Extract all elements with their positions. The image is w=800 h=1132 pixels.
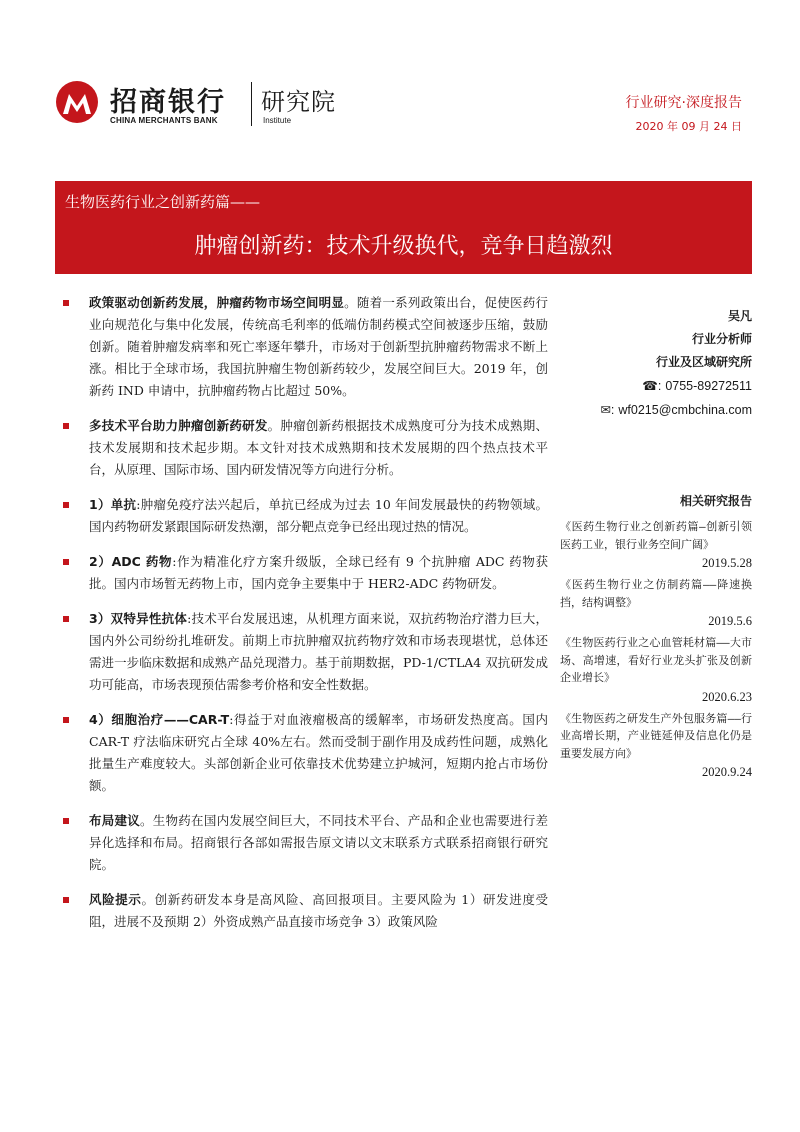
paragraph-lead: 2）ADC 药物 [89, 554, 173, 569]
bullet-icon [63, 818, 69, 824]
bullet-icon [63, 423, 69, 429]
header-divider [251, 82, 252, 126]
author-dept: 行业及区域研究所 [655, 355, 752, 369]
related-report-title: 《医药生物行业之创新药篇—创新引领医药工业，银行业务空间广阔》 [560, 520, 752, 551]
summary-paragraph [63, 494, 548, 538]
email-address[interactable]: wf0215@cmbchina.com [618, 403, 752, 417]
bullet-icon [63, 300, 69, 306]
summary-paragraph [63, 810, 548, 876]
summary-paragraph [63, 608, 548, 696]
related-report-date: 2019.5.6 [708, 614, 752, 628]
paragraph-lead: 布局建议 [89, 813, 141, 828]
related-report-date: 2020.9.24 [702, 765, 752, 779]
related-report-date: 2020.6.23 [702, 689, 752, 704]
paragraph-body: 。创新药研发本身是高风险、高回报项目。主要风险为 1）研发进度受阻，进展不及预期 2）外资成熟产品直接市场竞争 3）政策风险 [89, 892, 548, 929]
paragraph-body: :技术平台发展迅速，从机理方面来说，双抗药物治疗潜力巨大，国内外公司纷纷扎堆研发。前期上市抗肿瘤双抗药物疗效和市场表现堪忧，总体还需进一步临床数据和成熟产品兑现潜力。基于前期数据，PD-1/CTLA4 双抗研发成功可能高，市场表现预估需参考价格和安全性数据。 [89, 611, 548, 692]
paragraph-body: :肿瘤免疫疗法兴起后，单抗已经成为过去 10 年间发展最快的药物领域。国内药物研发紧跟国际研发热潮，部分靶点竞争已经出现过热的情况。 [89, 497, 548, 534]
bank-name-en: CHINA MERCHANTS BANK [110, 116, 218, 125]
paragraph-body: :得益于对血液瘤极高的缓解率，市场研发热度高。国内 CAR-T 疗法临床研究占全球 40%左右。然而受制于副作用及成药性问题，成熟化批量生产难度较大。头部创新企业可依靠技术优势建立护城河，短期内抢占市场份额。 [89, 712, 548, 793]
related-reports-list [560, 518, 752, 785]
summary-paragraph [63, 709, 548, 797]
related-report-title: 《医药生物行业之仿制药篇——降速换挡，结构调整》 [560, 578, 752, 609]
bullet-icon [63, 616, 69, 622]
author-email[interactable] [560, 398, 752, 422]
paragraph-body: :作为精准化疗方案升级版，全球已经有 9 个抗肿瘤 ADC 药物获批。国内市场暂无药物上市，国内竞争主要集中于 HER2-ADC 药物研发。 [89, 554, 548, 591]
summary-paragraph [63, 551, 548, 595]
paragraph-lead: 风险提示 [89, 892, 142, 907]
institute-name-en: Institute [263, 116, 292, 125]
report-type: 行业研究·深度报告 [625, 95, 742, 111]
paragraph-body: 。随着一系列政策出台，促使医药行业向规范化与集中化发展，传统高毛利率的低端仿制药模式空间被逐步压缩，鼓励创新。随着肿瘤发病率和死亡率逐年攀升，市场对于创新型抗肿瘤药物需求不断上涨。相比于全球市场，我国抗肿瘤生物创新药较少，发展空间巨大。2019 年，创新药 IND 申请中，抗肿瘤药物占比超过 50%。 [89, 295, 548, 398]
related-report-date: 2019.5.28 [702, 556, 752, 570]
related-report-title: 《生物医药之研发生产外包服务篇——行业高增长期，产业链延伸及信息化仍是重要发展方向》 [560, 711, 752, 760]
author-role: 行业分析师 [691, 332, 752, 346]
paragraph-body: 。肿瘤创新药根据技术成熟度可分为技术成熟期、技术发展期和技术起步期。本文针对技术成熟期和技术发展期的四个热点技术平台，从原理、国际市场、国内研发情况等方向进行分析。 [89, 418, 548, 477]
summary-paragraph [63, 889, 548, 933]
institute-name: 研究院 [261, 88, 336, 116]
paragraph-lead: 4）细胞治疗——CAR-T [89, 712, 230, 727]
summary-paragraph [63, 415, 548, 481]
bullet-icon [63, 559, 69, 565]
paragraph-lead: 政策驱动创新药发展，肿瘤药物市场空间明显 [89, 295, 345, 310]
bullet-icon [63, 897, 69, 903]
author-block [560, 305, 752, 374]
author-phone [560, 374, 752, 398]
phone-icon: ☎: [642, 379, 662, 393]
banner-subtitle: 生物医药行业之创新药篇—— [65, 193, 261, 211]
bullet-icon [63, 717, 69, 723]
side-column [560, 305, 752, 779]
phone-number: 0755-89272511 [665, 379, 752, 393]
paragraph-body: 。生物药在国内发展空间巨大，不同技术平台、产品和企业也需要进行差异化选择和布局。招商银行各部如需报告原文请以文末联系方式联系招商银行研究院。 [89, 813, 548, 872]
paragraph-lead: 多技术平台助力肿瘤创新药研发 [89, 418, 268, 433]
summary-column [63, 292, 548, 946]
related-reports-heading: 相关研究报告 [679, 494, 752, 508]
report-title: 肿瘤创新药：技术升级换代，竞争日趋激烈 [194, 234, 613, 259]
paragraph-lead: 3）双特异性抗体 [89, 611, 188, 626]
title-banner [55, 181, 752, 274]
paragraph-lead: 1）单抗 [89, 497, 137, 512]
email-icon: ✉: [600, 403, 615, 417]
bank-logo-icon [55, 80, 99, 124]
summary-paragraph [63, 292, 548, 402]
bank-name: 招商银行 [110, 87, 226, 118]
bullet-icon [63, 502, 69, 508]
author-name: 吴凡 [727, 309, 752, 323]
report-date: 2020 年 09 月 24 日 [635, 120, 742, 133]
related-report-title: 《生物医药行业之心血管耗材篇——大市场、高增速，看好行业龙头扩张及创新企业增长》 [560, 636, 752, 684]
